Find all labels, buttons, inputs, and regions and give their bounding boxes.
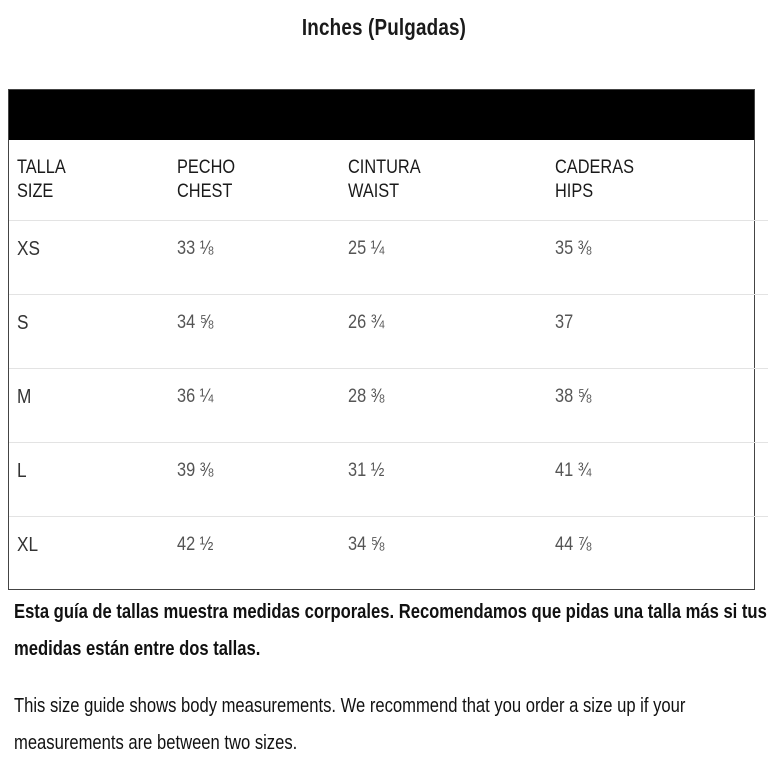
size-label: S: [17, 312, 29, 334]
note-spanish-line-1: Esta guía de tallas muestra medidas corporales. Recomendamos que pidas una talla más si tus: [14, 601, 767, 623]
header-hips: CADERAS HIPS: [555, 157, 634, 202]
waist-value: 26 ¾: [348, 312, 385, 333]
chest-value: 34 ⅝: [177, 312, 214, 333]
header-waist: CINTURA WAIST: [348, 157, 421, 202]
table-row: [9, 220, 768, 295]
waist-value: 28 ⅜: [348, 386, 385, 407]
size-label: XL: [17, 534, 39, 556]
note-english-line-2: measurements are between two sizes.: [14, 732, 298, 754]
waist-value: 31 ½: [348, 460, 385, 481]
note-english-line-1: This size guide shows body measurements. We recommend that you order a size up if your: [14, 695, 686, 717]
chest-value: 42 ½: [177, 534, 214, 555]
chest-value: 39 ⅜: [177, 460, 214, 481]
size-label: XS: [17, 238, 40, 260]
waist-value: 25 ¼: [348, 238, 385, 259]
waist-value: 34 ⅝: [348, 534, 385, 555]
hips-value: 41 ¾: [555, 460, 592, 481]
chest-value: 33 ⅛: [177, 238, 214, 259]
table-row: [9, 368, 768, 443]
note-spanish-line-2: medidas están entre dos tallas.: [14, 638, 261, 660]
chest-value: 36 ¼: [177, 386, 214, 407]
hips-value: 38 ⅝: [555, 386, 592, 407]
size-label: M: [17, 386, 32, 408]
size-chart-table: [8, 89, 755, 590]
hips-value: 37: [555, 312, 574, 333]
table-header-row: [9, 140, 768, 221]
hips-value: 44 ⅞: [555, 534, 592, 555]
page-title: Inches (Pulgadas): [301, 14, 467, 40]
table-row: [9, 442, 768, 517]
size-label: L: [17, 460, 27, 482]
table-row: [9, 516, 768, 590]
table-header-bar: [9, 90, 754, 140]
header-chest: PECHO CHEST: [177, 157, 236, 202]
header-size: TALLA SIZE: [17, 157, 66, 202]
table-row: [9, 294, 768, 369]
hips-value: 35 ⅜: [555, 238, 592, 259]
